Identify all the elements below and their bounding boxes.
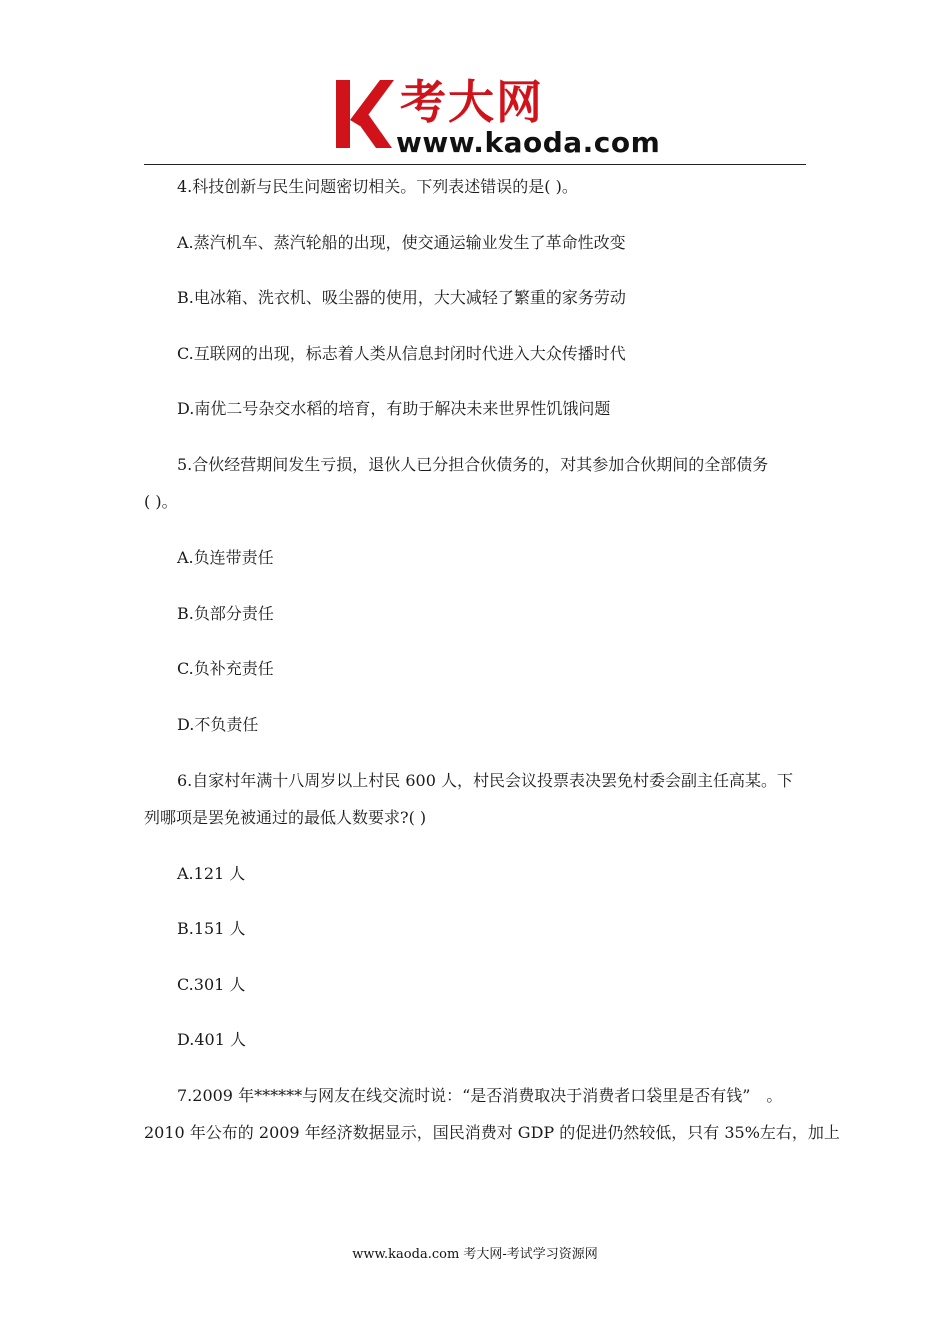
question-6-option-c: C.301 人	[177, 975, 246, 994]
logo-chinese-text: 考大网	[400, 75, 544, 129]
header-divider	[144, 164, 806, 165]
question-5-stem-line-2: ( )。	[144, 492, 178, 511]
question-6-option-d: D.401 人	[177, 1030, 246, 1049]
question-4-option-c: C.互联网的出现，标志着人类从信息封闭时代进入大众传播时代	[177, 344, 626, 363]
site-logo	[330, 74, 660, 160]
question-4-option-a: A.蒸汽机车、蒸汽轮船的出现，使交通运输业发生了革命性改变	[177, 233, 626, 252]
question-7-stem-line-2: 2010 年公布的 2009 年经济数据显示，国民消费对 GDP 的促进仍然较低，只有 35%左右，加上	[144, 1123, 840, 1142]
question-4-stem: 4.科技创新与民生问题密切相关。下列表述错误的是( )。	[177, 177, 578, 196]
question-4-option-d: D.南优二号杂交水稻的培育，有助于解决未来世界性饥饿问题	[177, 399, 611, 418]
question-6-option-a: A.121 人	[177, 864, 246, 883]
question-6-option-b: B.151 人	[177, 919, 246, 938]
question-5-option-a: A.负连带责任	[177, 548, 274, 567]
question-5-option-c: C.负补充责任	[177, 659, 274, 678]
page-footer: www.kaoda.com 考大网-考试学习资源网	[352, 1247, 598, 1262]
question-5-option-b: B.负部分责任	[177, 604, 274, 623]
question-7-stem-line-1: 7.2009 年******与网友在线交流时说：“是否消费取决于消费者口袋里是否有钱” 。	[177, 1086, 783, 1105]
question-5-stem-line-1: 5.合伙经营期间发生亏损，退伙人已分担合伙债务的，对其参加合伙期间的全部债务	[177, 455, 769, 474]
logo-k-icon	[334, 76, 394, 152]
question-6-stem-line-2: 列哪项是罢免被通过的最低人数要求?( )	[144, 808, 427, 827]
logo-url-text: www.kaoda.com	[396, 126, 661, 159]
question-4-option-b: B.电冰箱、洗衣机、吸尘器的使用，大大减轻了繁重的家务劳动	[177, 288, 626, 307]
question-6-stem-line-1: 6.自家村年满十八周岁以上村民 600 人，村民会议投票表决罢免村委会副主任高某。下	[177, 771, 793, 790]
question-5-option-d: D.不负责任	[177, 715, 259, 734]
